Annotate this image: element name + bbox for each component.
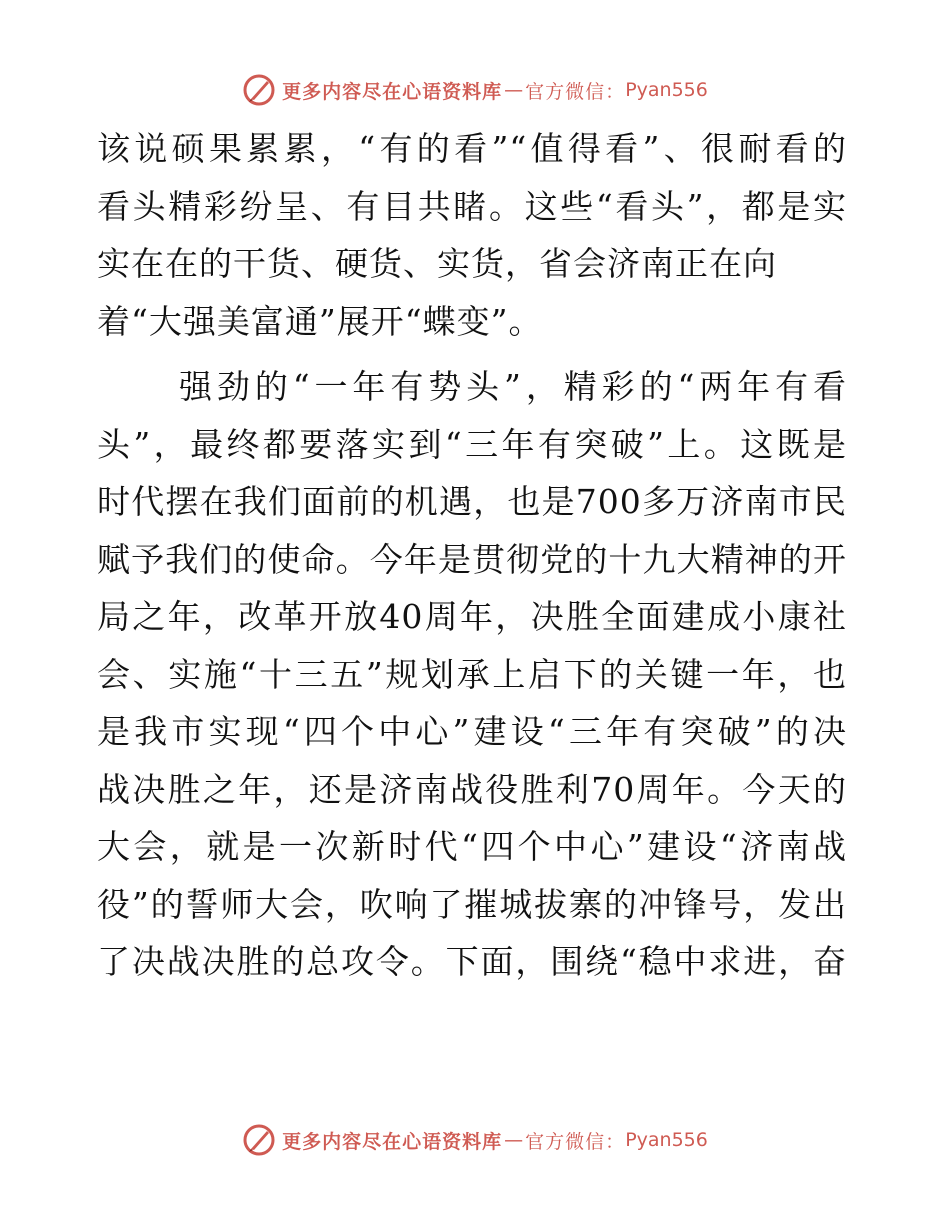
- footer-banner-separator: —: [504, 1129, 524, 1151]
- text-line: 会、实施“十三五”规划承上启下的关键一年，也: [97, 654, 847, 694]
- paragraph-gap: [97, 350, 847, 358]
- text-line: 局之年，改革开放40周年，决胜全面建成小康社: [97, 597, 847, 636]
- paragraph-2: [97, 358, 847, 991]
- text-line: 该说硕果累累，“有的看”“值得看”、很耐看的: [97, 129, 847, 168]
- text-line: 大会，就是一次新时代“四个中心”建设“济南战: [97, 827, 847, 866]
- paragraph-1: [97, 120, 847, 350]
- footer-banner-text: 更多内容尽在心语资料库: [282, 1130, 503, 1153]
- text-line: 赋予我们的使命。今年是贯彻党的十九大精神的开: [97, 539, 847, 579]
- text-line: 强劲的“一年有势头”，精彩的“两年有看: [179, 367, 847, 406]
- text-line: 头”，最终都要落实到“三年有突破”上。这既是: [97, 424, 847, 464]
- page-footer: [0, 1120, 950, 1160]
- text-line: 实在在的干货、硬货、实货，省会济南正在向: [97, 244, 777, 283]
- page-header: [0, 70, 950, 110]
- header-banner-text: 更多内容尽在心语资料库: [282, 80, 503, 103]
- text-line: 时代摆在我们面前的机遇，也是700多万济南市民: [97, 482, 847, 521]
- header-banner-separator: —: [504, 79, 524, 101]
- footer-banner-wechat-label: 官方微信：: [525, 1130, 626, 1153]
- text-line: 战决胜之年，还是济南战役胜利70周年。今天的: [97, 769, 847, 809]
- header-banner-wechat-label: 官方微信：: [525, 80, 626, 103]
- footer-banner-wechat-id: Pyan556: [625, 1129, 708, 1151]
- document-body: [97, 120, 847, 991]
- footer-banner: [242, 1123, 708, 1157]
- text-line: 是我市实现“四个中心”建设“三年有突破”的决: [97, 712, 847, 751]
- header-banner-wechat-id: Pyan556: [625, 79, 708, 101]
- quill-logo-icon: [242, 1123, 276, 1157]
- header-banner: [242, 73, 708, 107]
- text-line: 役”的誓师大会，吹响了摧城拔寨的冲锋号，发出: [97, 884, 847, 924]
- text-line: 着“大强美富通”展开“蝶变”。: [97, 301, 543, 341]
- quill-logo-icon: [242, 73, 276, 107]
- text-line: 了决战决胜的总攻令。下面，围绕“稳中求进，奋: [97, 942, 847, 981]
- text-line: 看头精彩纷呈、有目共睹。这些“看头”，都是实: [97, 186, 847, 226]
